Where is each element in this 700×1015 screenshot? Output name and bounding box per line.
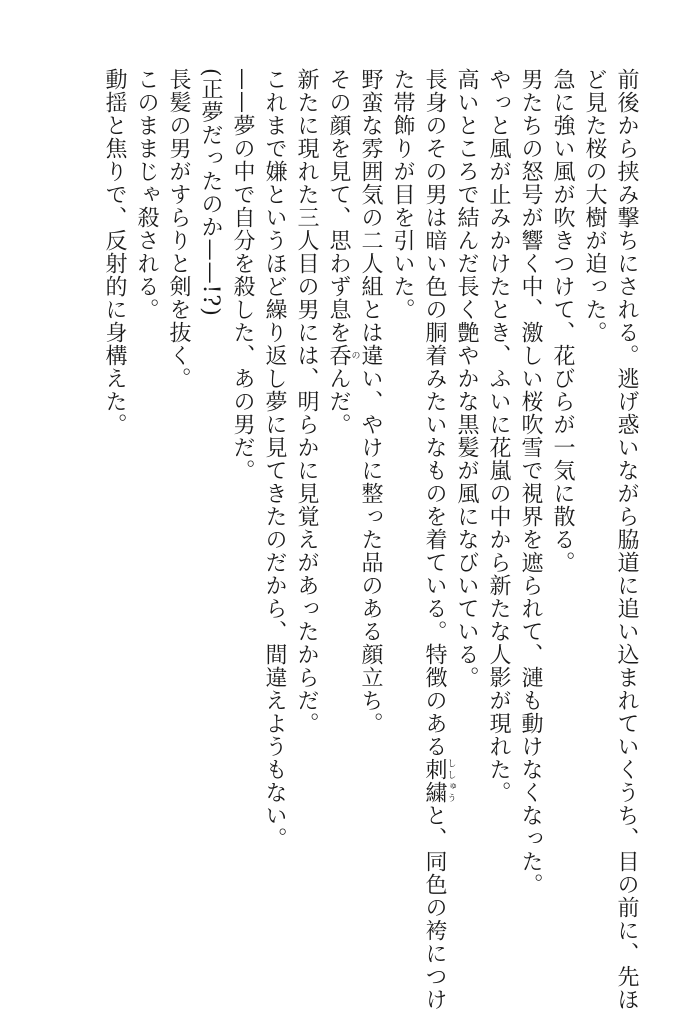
text-line-2: ど見た桜の大樹が迫った。 (582, 68, 607, 344)
text-line-4: 男たちの怒号が響く中、激しい桜吹雪で視界を遮られて、漣も動けなくなった。 (518, 68, 543, 896)
text-line-13: ——夢の中で自分を殺した、あの男だ。 (230, 68, 255, 482)
text-line-1: 前後から挟み撃ちにされる。逃げ惑いながら脇道に追い込まれていくうち、目の前に、先ほ (614, 68, 639, 1011)
ruby-shishu-reading: ししゅう (445, 758, 456, 804)
text-line-15: 長髪の男がすらりと剣を抜く。 (166, 68, 191, 390)
text-line-12: これまで嫌というほど繰り返し夢に見てきたのだから、間違えようもない。 (262, 68, 287, 850)
text-line-10-main: その顔を見て、思わず息を (326, 68, 351, 344)
text-line-3: 急に強い風が吹きつけて、花びらが一気に散る。 (550, 68, 575, 574)
text-line-8: た帯飾りが目を引いた。 (390, 68, 415, 321)
text-line-11: 新たに現れた三人目の男には、明らかに見覚えがあったからだ。 (294, 68, 319, 735)
text-line-17: 動揺と焦りで、反射的に身構えた。 (102, 68, 127, 436)
text-line-6: 高いところで結んだ長く艶やかな黒髪が風になびいている。 (454, 68, 479, 689)
text-line-14: (正夢だったのか——!?) (198, 68, 223, 317)
text-line-7 (418, 68, 456, 1011)
text-line-5: やっと風が止みかけたとき、ふいに花嵐の中から新たな人影が現れた。 (486, 68, 511, 804)
ruby-shishu (422, 758, 456, 804)
text-line-7-rest: と、同色の袴につけ (422, 804, 447, 1011)
text-line-7-main: 長身のその男は暗い色の胴着みたいなものを着ている。特徴のある (422, 68, 447, 758)
text-line-10 (322, 68, 360, 436)
ruby-nomu-base: 呑 (326, 344, 351, 367)
ruby-nomu (326, 344, 360, 367)
text-line-9: 野蛮な雰囲気の二人組とは違い、やけに整った品のある顔立ち。 (358, 68, 383, 735)
text-line-10-rest: んだ。 (326, 367, 351, 436)
ruby-shishu-base: 刺繍 (422, 758, 447, 804)
text-line-16: このままじゃ殺される。 (134, 68, 159, 321)
ruby-nomu-reading: の (349, 344, 360, 367)
